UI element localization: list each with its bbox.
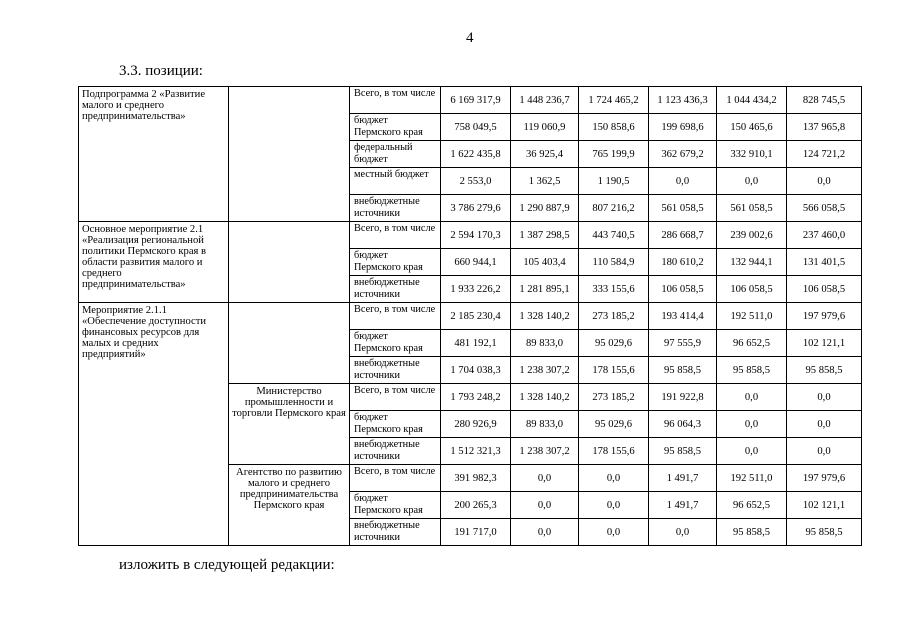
amount-cell: 273 185,2 — [579, 384, 649, 411]
amount-cell: 102 121,1 — [787, 330, 862, 357]
page-number: 4 — [466, 30, 474, 46]
amount-cell: 1 448 236,7 — [511, 87, 579, 114]
funding-source-label: внебюджетные источники — [350, 519, 441, 546]
funding-source-label: Всего, в том числе — [350, 222, 441, 249]
amount-cell: 391 982,3 — [441, 465, 511, 492]
funding-source-label: Всего, в том числе — [350, 465, 441, 492]
amount-cell: 239 002,6 — [717, 222, 787, 249]
amount-cell: 96 064,3 — [649, 411, 717, 438]
funding-source-label: местный бюджет — [350, 168, 441, 195]
amount-cell: 200 265,3 — [441, 492, 511, 519]
amount-cell: 0,0 — [579, 465, 649, 492]
table-row — [79, 303, 862, 330]
amount-cell: 96 652,5 — [717, 330, 787, 357]
amount-cell: 561 058,5 — [717, 195, 787, 222]
amount-cell: 1 281 895,1 — [511, 276, 579, 303]
executor-cell: Министерство промышленности и торговли Пермского края — [229, 384, 350, 465]
amount-cell: 333 155,6 — [579, 276, 649, 303]
amount-cell: 102 121,1 — [787, 492, 862, 519]
amount-cell: 1 238 307,2 — [511, 357, 579, 384]
amount-cell: 6 169 317,9 — [441, 87, 511, 114]
funding-source-label: внебюджетные источники — [350, 276, 441, 303]
amount-cell: 105 403,4 — [511, 249, 579, 276]
amount-cell: 95 858,5 — [787, 357, 862, 384]
amount-cell: 0,0 — [787, 411, 862, 438]
amount-cell: 0,0 — [717, 384, 787, 411]
amount-cell: 1 123 436,3 — [649, 87, 717, 114]
amount-cell: 137 965,8 — [787, 114, 862, 141]
amount-cell: 1 622 435,8 — [441, 141, 511, 168]
amount-cell: 566 058,5 — [787, 195, 862, 222]
amount-cell: 96 652,5 — [717, 492, 787, 519]
amount-cell: 1 704 038,3 — [441, 357, 511, 384]
amount-cell: 106 058,5 — [787, 276, 862, 303]
amount-cell: 95 858,5 — [649, 357, 717, 384]
funding-table — [78, 86, 862, 546]
amount-cell: 3 786 279,6 — [441, 195, 511, 222]
funding-source-label: бюджет Пермского края — [350, 492, 441, 519]
program-description: Основное мероприятие 2.1 «Реализация региональной политики Пермского края в области развития малого и среднего предпринимательства» — [79, 222, 229, 303]
amount-cell: 131 401,5 — [787, 249, 862, 276]
amount-cell: 0,0 — [787, 438, 862, 465]
amount-cell: 1 328 140,2 — [511, 303, 579, 330]
program-description: Подпрограмма 2 «Развитие малого и среднего предпринимательства» — [79, 87, 229, 222]
amount-cell: 1 491,7 — [649, 492, 717, 519]
funding-source-label: бюджет Пермского края — [350, 114, 441, 141]
amount-cell: 758 049,5 — [441, 114, 511, 141]
amount-cell: 89 833,0 — [511, 330, 579, 357]
amount-cell: 1 044 434,2 — [717, 87, 787, 114]
amount-cell: 150 465,6 — [717, 114, 787, 141]
amount-cell: 0,0 — [649, 519, 717, 546]
amount-cell: 95 029,6 — [579, 330, 649, 357]
amount-cell: 193 414,4 — [649, 303, 717, 330]
amount-cell: 191 922,8 — [649, 384, 717, 411]
amount-cell: 807 216,2 — [579, 195, 649, 222]
amount-cell: 0,0 — [787, 384, 862, 411]
amount-cell: 1 238 307,2 — [511, 438, 579, 465]
amount-cell: 180 610,2 — [649, 249, 717, 276]
amount-cell: 197 979,6 — [787, 303, 862, 330]
amount-cell: 197 979,6 — [787, 465, 862, 492]
amount-cell: 110 584,9 — [579, 249, 649, 276]
amount-cell: 273 185,2 — [579, 303, 649, 330]
amount-cell: 178 155,6 — [579, 357, 649, 384]
funding-source-label: Всего, в том числе — [350, 303, 441, 330]
amount-cell: 178 155,6 — [579, 438, 649, 465]
amount-cell: 286 668,7 — [649, 222, 717, 249]
amount-cell: 1 933 226,2 — [441, 276, 511, 303]
amount-cell: 1 724 465,2 — [579, 87, 649, 114]
amount-cell: 192 511,0 — [717, 465, 787, 492]
section-heading: 3.3. позиции: — [119, 63, 203, 79]
table-row — [79, 222, 862, 249]
funding-source-label: бюджет Пермского края — [350, 411, 441, 438]
amount-cell: 828 745,5 — [787, 87, 862, 114]
funding-source-label: внебюджетные источники — [350, 195, 441, 222]
amount-cell: 119 060,9 — [511, 114, 579, 141]
amount-cell: 95 858,5 — [649, 438, 717, 465]
amount-cell: 1 387 298,5 — [511, 222, 579, 249]
amount-cell: 1 362,5 — [511, 168, 579, 195]
amount-cell: 36 925,4 — [511, 141, 579, 168]
amount-cell: 191 717,0 — [441, 519, 511, 546]
amount-cell: 0,0 — [649, 168, 717, 195]
footer-text: изложить в следующей редакции: — [119, 557, 335, 573]
amount-cell: 0,0 — [787, 168, 862, 195]
amount-cell: 765 199,9 — [579, 141, 649, 168]
amount-cell: 192 511,0 — [717, 303, 787, 330]
amount-cell: 481 192,1 — [441, 330, 511, 357]
amount-cell: 106 058,5 — [717, 276, 787, 303]
amount-cell: 106 058,5 — [649, 276, 717, 303]
amount-cell: 0,0 — [717, 438, 787, 465]
funding-source-label: внебюджетные источники — [350, 438, 441, 465]
program-description: Мероприятие 2.1.1 «Обеспечение доступности финансовых ресурсов для малых и средних предприятий» — [79, 303, 229, 546]
amount-cell: 0,0 — [511, 465, 579, 492]
amount-cell: 0,0 — [579, 519, 649, 546]
amount-cell: 150 858,6 — [579, 114, 649, 141]
amount-cell: 95 029,6 — [579, 411, 649, 438]
funding-source-label: федеральный бюджет — [350, 141, 441, 168]
amount-cell: 89 833,0 — [511, 411, 579, 438]
funding-source-label: Всего, в том числе — [350, 87, 441, 114]
amount-cell: 95 858,5 — [717, 357, 787, 384]
amount-cell: 280 926,9 — [441, 411, 511, 438]
amount-cell: 1 328 140,2 — [511, 384, 579, 411]
funding-source-label: внебюджетные источники — [350, 357, 441, 384]
executor-cell — [229, 303, 350, 384]
amount-cell: 2 594 170,3 — [441, 222, 511, 249]
amount-cell: 443 740,5 — [579, 222, 649, 249]
amount-cell: 95 858,5 — [787, 519, 862, 546]
amount-cell: 0,0 — [717, 168, 787, 195]
amount-cell: 561 058,5 — [649, 195, 717, 222]
amount-cell: 0,0 — [579, 492, 649, 519]
amount-cell: 124 721,2 — [787, 141, 862, 168]
amount-cell: 362 679,2 — [649, 141, 717, 168]
amount-cell: 2 185 230,4 — [441, 303, 511, 330]
executor-cell — [229, 222, 350, 303]
funding-source-label: Всего, в том числе — [350, 384, 441, 411]
amount-cell: 237 460,0 — [787, 222, 862, 249]
amount-cell: 132 944,1 — [717, 249, 787, 276]
amount-cell: 0,0 — [717, 411, 787, 438]
amount-cell: 199 698,6 — [649, 114, 717, 141]
amount-cell: 1 491,7 — [649, 465, 717, 492]
amount-cell: 1 793 248,2 — [441, 384, 511, 411]
table-row — [79, 87, 862, 114]
amount-cell: 660 944,1 — [441, 249, 511, 276]
amount-cell: 1 190,5 — [579, 168, 649, 195]
funding-source-label: бюджет Пермского края — [350, 330, 441, 357]
funding-source-label: бюджет Пермского края — [350, 249, 441, 276]
executor-cell — [229, 87, 350, 222]
amount-cell: 0,0 — [511, 492, 579, 519]
amount-cell: 2 553,0 — [441, 168, 511, 195]
executor-cell: Агентство по развитию малого и среднего предпринимательства Пермского края — [229, 465, 350, 546]
amount-cell: 1 290 887,9 — [511, 195, 579, 222]
amount-cell: 332 910,1 — [717, 141, 787, 168]
amount-cell: 0,0 — [511, 519, 579, 546]
amount-cell: 97 555,9 — [649, 330, 717, 357]
amount-cell: 1 512 321,3 — [441, 438, 511, 465]
amount-cell: 95 858,5 — [717, 519, 787, 546]
